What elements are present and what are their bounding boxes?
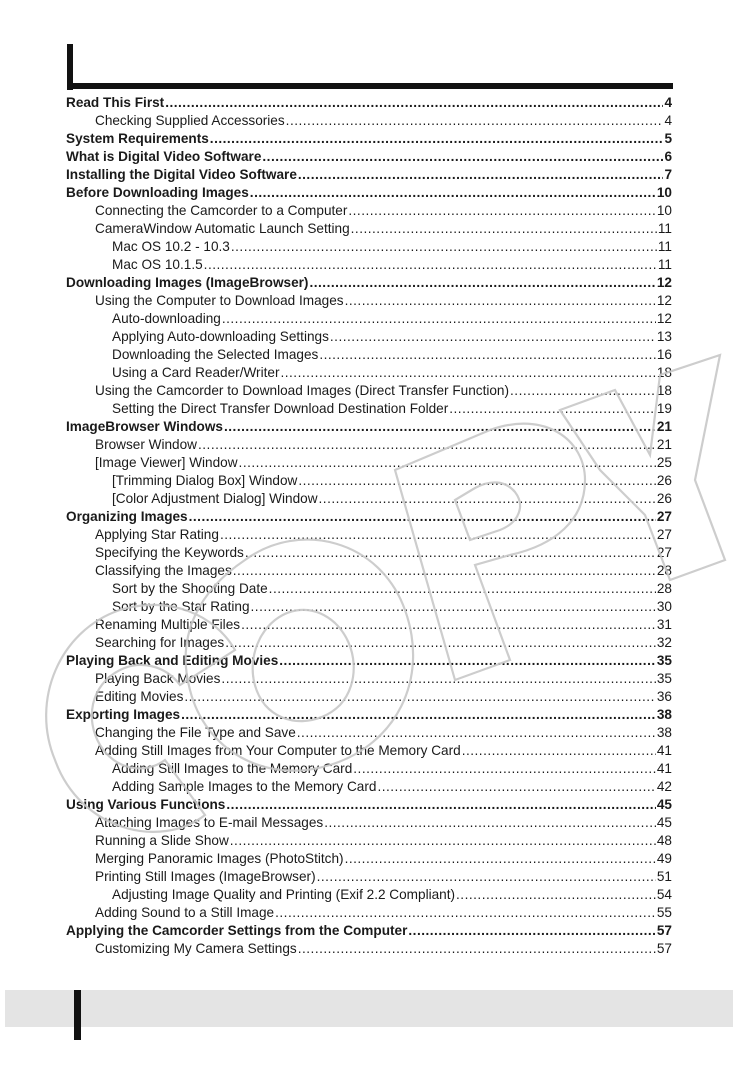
toc-section[interactable] (66, 418, 672, 436)
toc-page-number: 38 (656, 707, 672, 722)
toc-entry-title: Searching for Images (95, 635, 225, 650)
toc-entry-title: Organizing Images (66, 509, 188, 524)
toc-entry-title: Applying the Camcorder Settings from the Computer (66, 923, 408, 938)
toc-leader-dots (462, 742, 656, 760)
toc-entry-title: System Requirements (66, 131, 209, 146)
toc-entry[interactable] (66, 310, 672, 328)
toc-leader-dots (317, 868, 656, 886)
toc-entry-title: Using the Camcorder to Download Images (Direct Transfer Function) (95, 383, 510, 398)
toc-page-number: 35 (656, 671, 672, 686)
toc-page-number: 10 (656, 203, 672, 218)
toc-entry-title: Changing the File Type and Save (95, 725, 296, 740)
toc-entry[interactable] (66, 580, 672, 598)
toc-entry-title: Downloading Images (ImageBrowser) (66, 275, 309, 290)
toc-leader-dots (226, 796, 656, 814)
toc-page-number: 35 (656, 653, 672, 668)
toc-entry-title: Browser Window (95, 437, 197, 452)
toc-entry-title: Playing Back and Editing Movies (66, 653, 279, 668)
footer-band (5, 990, 733, 1027)
toc-page-number: 41 (656, 761, 672, 776)
toc-section[interactable] (66, 184, 672, 202)
toc-entry-title: [Color Adjustment Dialog] Window (112, 491, 318, 506)
toc-entry-title: Sort by the Shooting Date (112, 581, 268, 596)
toc-page-number: 25 (656, 455, 672, 470)
toc-entry-title: Mac OS 10.1.5 (112, 257, 203, 272)
toc-leader-dots (165, 94, 663, 112)
toc-leader-dots (204, 256, 657, 274)
toc-page-number: 4 (664, 113, 672, 128)
toc-entry[interactable] (66, 742, 672, 760)
toc-leader-dots (210, 130, 664, 148)
toc-page-number: 12 (656, 293, 672, 308)
toc-page-number: 57 (656, 941, 672, 956)
toc-entry-title: Read This First (66, 95, 165, 110)
toc-page-number: 10 (656, 185, 672, 200)
toc-page-number: 5 (664, 131, 672, 146)
toc-entry[interactable] (66, 238, 672, 256)
toc-page-number: 45 (656, 815, 672, 830)
toc-leader-dots (225, 634, 656, 652)
toc-leader-dots (184, 688, 655, 706)
toc-leader-dots (319, 490, 656, 508)
toc-page-number: 51 (656, 869, 672, 884)
toc-page-number: 38 (656, 725, 672, 740)
toc-page-number: 6 (664, 149, 672, 164)
toc-entry-title: Classifying the Images (95, 563, 232, 578)
toc-entry-title: Before Downloading Images (66, 185, 249, 200)
toc-entry-title: Sort by the Star Rating (112, 599, 250, 614)
toc-entry[interactable] (66, 562, 672, 580)
toc-leader-dots (230, 832, 656, 850)
toc-entry[interactable] (66, 202, 672, 220)
toc-leader-dots (251, 598, 656, 616)
toc-leader-dots (345, 292, 656, 310)
toc-leader-dots (353, 760, 656, 778)
toc-page-number: 16 (656, 347, 672, 362)
toc-section[interactable] (66, 796, 672, 814)
toc-leader-dots (280, 364, 655, 382)
toc-leader-dots (233, 562, 656, 580)
toc-leader-dots (198, 436, 656, 454)
toc-leader-dots (408, 922, 655, 940)
toc-entry-title: Setting the Direct Transfer Download Destination Folder (112, 401, 449, 416)
toc-leader-dots (279, 652, 656, 670)
toc-entry[interactable] (66, 364, 672, 382)
toc-entry-title: [Trimming Dialog Box] Window (112, 473, 298, 488)
toc-leader-dots (189, 508, 656, 526)
toc-entry-title: CameraWindow Automatic Launch Setting (95, 221, 350, 236)
toc-page-number: 30 (656, 599, 672, 614)
toc-entry[interactable] (66, 940, 672, 958)
toc-page-number: 7 (664, 167, 672, 182)
toc-page-number: 11 (657, 257, 672, 272)
toc-entry-title: Applying Star Rating (95, 527, 219, 542)
toc-entry[interactable] (66, 382, 672, 400)
toc-entry[interactable] (66, 724, 672, 742)
toc-section[interactable] (66, 652, 672, 670)
toc-entry-title: Mac OS 10.2 - 10.3 (112, 239, 230, 254)
toc-leader-dots (351, 220, 657, 238)
toc-page-number: 12 (656, 311, 672, 326)
toc-entry[interactable] (66, 220, 672, 238)
toc-page-number: 13 (656, 329, 672, 344)
toc-entry[interactable] (66, 490, 672, 508)
toc-leader-dots (510, 382, 656, 400)
toc-entry[interactable] (66, 832, 672, 850)
toc-entry[interactable] (66, 454, 672, 472)
toc-entry[interactable] (66, 904, 672, 922)
toc-page-number: 32 (656, 635, 672, 650)
toc-entry-title: Renaming Multiple Files (95, 617, 241, 632)
toc-entry-title: Playing Back Movies (95, 671, 221, 686)
toc-entry[interactable] (66, 886, 672, 904)
toc-entry-title: Installing the Digital Video Software (66, 167, 297, 182)
toc-page-number: 19 (656, 401, 672, 416)
toc-entry[interactable] (66, 256, 672, 274)
toc-page-number: 26 (656, 473, 672, 488)
toc-entry[interactable] (66, 436, 672, 454)
toc-page-number: 18 (656, 365, 672, 380)
toc-page-number: 31 (656, 617, 672, 632)
toc-leader-dots (222, 310, 656, 328)
toc-entry-title: Adding Still Images from Your Computer to the Memory Card (95, 743, 461, 758)
toc-page-number: 49 (656, 851, 672, 866)
toc-entry[interactable] (66, 328, 672, 346)
toc-leader-dots (250, 184, 656, 202)
toc-entry[interactable] (66, 112, 672, 130)
toc-leader-dots (269, 580, 656, 598)
toc-entry-title: Using Various Functions (66, 797, 226, 812)
toc-entry[interactable] (66, 670, 672, 688)
toc-leader-dots (345, 850, 656, 868)
toc-entry-title: Applying Auto-downloading Settings (112, 329, 329, 344)
toc-entry[interactable] (66, 778, 672, 796)
toc-leader-dots (275, 904, 656, 922)
toc-section[interactable] (66, 274, 672, 292)
toc-page-number: 55 (656, 905, 672, 920)
toc-leader-dots (297, 724, 656, 742)
toc-leader-dots (286, 112, 664, 130)
toc-section[interactable] (66, 148, 672, 166)
toc-leader-dots (348, 202, 656, 220)
toc-leader-dots (330, 328, 656, 346)
toc-entry[interactable] (66, 634, 672, 652)
toc-leader-dots (298, 940, 656, 958)
toc-entry-title: Specifying the Keywords (95, 545, 244, 560)
toc-section[interactable] (66, 508, 672, 526)
table-of-contents (66, 94, 672, 958)
toc-entry-title: Checking Supplied Accessories (95, 113, 285, 128)
toc-entry[interactable] (66, 400, 672, 418)
footer-mark (74, 990, 81, 1040)
toc-page-number: 21 (656, 419, 672, 434)
toc-page-number: 11 (657, 221, 672, 236)
toc-leader-dots (245, 544, 656, 562)
toc-section[interactable] (66, 922, 672, 940)
toc-entry-title: Connecting the Camcorder to a Computer (95, 203, 348, 218)
toc-page-number: 11 (657, 239, 672, 254)
toc-page-number: 27 (656, 509, 672, 524)
toc-leader-dots (224, 418, 656, 436)
toc-page-number: 48 (656, 833, 672, 848)
toc-entry-title: Downloading the Selected Images (112, 347, 319, 362)
toc-page-number: 42 (656, 779, 672, 794)
toc-leader-dots (324, 814, 656, 832)
toc-entry-title: Adding Sample Images to the Memory Card (112, 779, 377, 794)
toc-entry-title: Auto-downloading (112, 311, 221, 326)
toc-entry-title: Customizing My Camera Settings (95, 941, 297, 956)
toc-leader-dots (231, 238, 657, 256)
toc-entry[interactable] (66, 544, 672, 562)
toc-leader-dots (319, 346, 656, 364)
toc-leader-dots (309, 274, 655, 292)
toc-page-number: 27 (656, 545, 672, 560)
toc-entry[interactable] (66, 346, 672, 364)
toc-entry-title: Running a Slide Show (95, 833, 229, 848)
toc-entry[interactable] (66, 616, 672, 634)
toc-entry-title: Adjusting Image Quality and Printing (Exif 2.2 Compliant) (112, 887, 456, 902)
toc-leader-dots (262, 148, 663, 166)
toc-page-number: 18 (656, 383, 672, 398)
toc-entry-title: Using the Computer to Download Images (95, 293, 344, 308)
toc-entry[interactable] (66, 688, 672, 706)
toc-leader-dots (239, 454, 656, 472)
header-rule (67, 83, 673, 89)
toc-leader-dots (298, 472, 656, 490)
toc-entry-title: Exporting Images (66, 707, 181, 722)
toc-entry-title: Adding Still Images to the Memory Card (112, 761, 353, 776)
toc-entry-title: [Image Viewer] Window (95, 455, 238, 470)
toc-entry[interactable] (66, 472, 672, 490)
toc-entry[interactable] (66, 868, 672, 886)
toc-entry-title: What is Digital Video Software (66, 149, 262, 164)
toc-leader-dots (377, 778, 655, 796)
toc-page-number: 26 (656, 491, 672, 506)
toc-page-number: 54 (656, 887, 672, 902)
toc-leader-dots (221, 670, 655, 688)
toc-entry-title: Adding Sound to a Still Image (95, 905, 275, 920)
toc-entry-title: Using a Card Reader/Writer (112, 365, 280, 380)
toc-page-number: 12 (656, 275, 672, 290)
toc-leader-dots (181, 706, 656, 724)
toc-entry[interactable] (66, 526, 672, 544)
toc-entry[interactable] (66, 814, 672, 832)
toc-page-number: 57 (656, 923, 672, 938)
toc-section[interactable] (66, 706, 672, 724)
toc-entry[interactable] (66, 292, 672, 310)
toc-entry[interactable] (66, 598, 672, 616)
toc-section[interactable] (66, 94, 672, 112)
toc-page-number: 21 (656, 437, 672, 452)
toc-leader-dots (298, 166, 664, 184)
toc-leader-dots (241, 616, 656, 634)
toc-page-number: 45 (656, 797, 672, 812)
toc-leader-dots (220, 526, 656, 544)
toc-entry-title: Merging Panoramic Images (PhotoStitch) (95, 851, 344, 866)
toc-page-number: 41 (656, 743, 672, 758)
toc-section[interactable] (66, 130, 672, 148)
toc-leader-dots (456, 886, 656, 904)
toc-page-number: 28 (656, 563, 672, 578)
toc-page-number: 28 (656, 581, 672, 596)
toc-leader-dots (449, 400, 656, 418)
toc-section[interactable] (66, 166, 672, 184)
toc-page-number: 27 (656, 527, 672, 542)
toc-entry-title: Editing Movies (95, 689, 184, 704)
toc-page-number: 4 (664, 95, 672, 110)
toc-entry[interactable] (66, 850, 672, 868)
toc-entry-title: Attaching Images to E-mail Messages (95, 815, 324, 830)
toc-page-number: 36 (656, 689, 672, 704)
toc-entry-title: Printing Still Images (ImageBrowser) (95, 869, 316, 884)
toc-entry-title: ImageBrowser Windows (66, 419, 223, 434)
toc-entry[interactable] (66, 760, 672, 778)
